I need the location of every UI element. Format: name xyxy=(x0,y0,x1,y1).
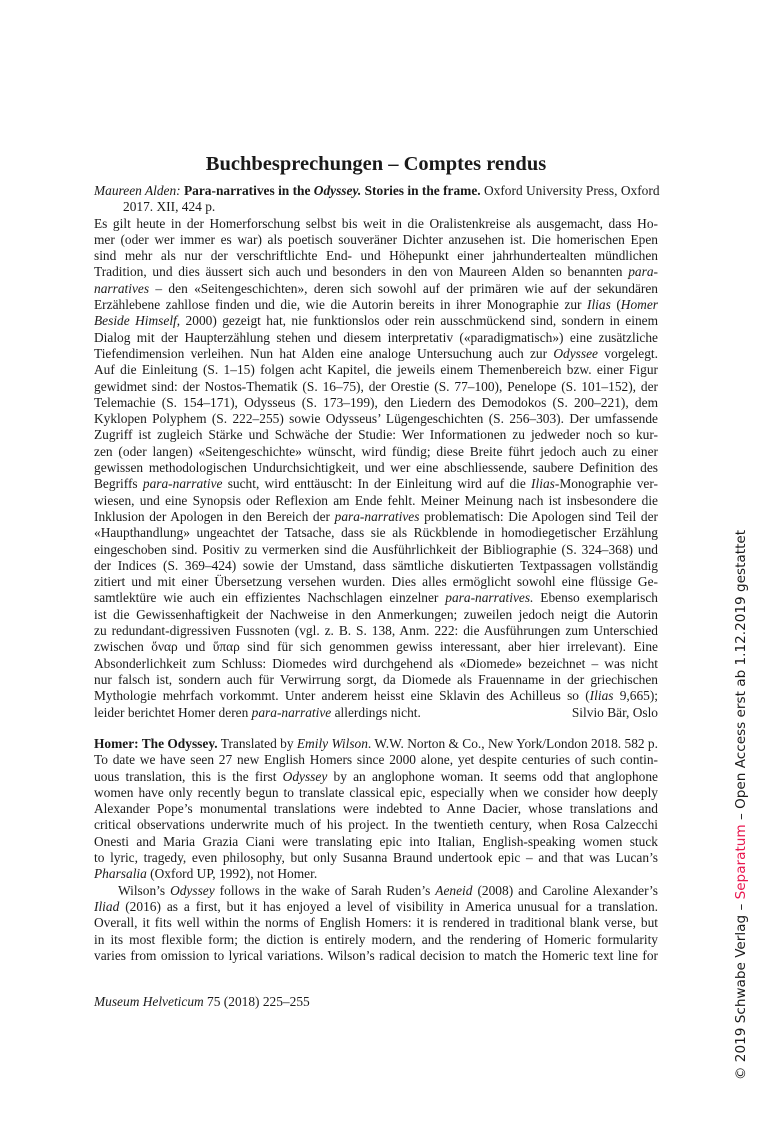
line-content xyxy=(94,948,658,963)
line-content xyxy=(94,476,658,491)
text-line xyxy=(94,817,658,833)
line-content xyxy=(94,525,658,540)
text-segment: critical observations underwrite much of his project. In the twentieth century, when Rosa Calzecchi xyxy=(94,817,658,833)
text-segment: vorgelegt. xyxy=(598,345,658,361)
text-line xyxy=(94,915,658,931)
text-segment: varies from omission to lyrical variations. Wilson’s radical decision to match the Homeric text line for xyxy=(94,947,658,963)
text-line xyxy=(94,899,658,915)
text-line xyxy=(94,379,658,395)
text-segment: women have only recently begun to translate classical epic, especially when we consider how deeply xyxy=(94,784,658,800)
text-segment: Alexander Pope’s monumental translations were indebted to Anne Dacier, whose translations and xyxy=(94,801,658,817)
italic-text: Maureen Alden: xyxy=(94,183,181,198)
line-content xyxy=(94,623,658,638)
text-segment: uous translation, this is the first xyxy=(94,768,283,784)
line-content xyxy=(94,183,660,198)
italic-text: Ilias xyxy=(531,476,555,492)
bold-text: Stories in the frame. xyxy=(361,183,481,198)
text-segment: Tradition, und dies äussert sich auch und besonders in den von Maureen Alden so benannten xyxy=(94,264,629,280)
text-segment: Mythologie mehrfach vorkommt. Unter anderem heisst eine Sklavin des Achilleus so ( xyxy=(94,688,590,704)
text-line xyxy=(94,281,658,297)
italic-text: Ilias xyxy=(589,688,614,704)
text-line xyxy=(94,850,658,866)
line-content xyxy=(94,834,658,849)
line-content xyxy=(94,281,658,296)
reviewer-signature: Silvio Bär, Oslo xyxy=(571,704,658,720)
text-segment: sucht, wird enttäuscht: In der Einleitung wird auf die xyxy=(222,476,532,492)
review-wilson-odyssey xyxy=(94,736,658,964)
line-content xyxy=(94,558,658,573)
text-segment: -Monographie ver- xyxy=(554,476,658,492)
italic-text: Beside Himself xyxy=(94,313,177,329)
text-line xyxy=(94,297,658,313)
text-segment: zen (oder langen) «Seitengeschichte» wünscht, wird fündig; diese Breite führt jedoch auch zu einer xyxy=(94,443,658,459)
italic-text: Emily Wilson xyxy=(296,736,368,751)
text-segment: in its most flexible form; the diction is entirely modern, and the rendering of Homeric formularity xyxy=(94,931,658,947)
italic-text: Iliad xyxy=(94,898,120,914)
journal-citation: 75 (2018) 225–255 xyxy=(203,994,310,1009)
text-line xyxy=(94,313,658,329)
line-content xyxy=(94,574,658,589)
line-content xyxy=(94,460,658,475)
text-line xyxy=(94,883,658,899)
review-alden xyxy=(94,183,658,721)
text-segment: nur falsch ist, sondern auch für Verwirrung sorgt, da Diomede als Frauenname in der griechischen xyxy=(94,671,658,687)
text-segment: Ebenso exemplarisch xyxy=(533,590,658,606)
line-content xyxy=(94,444,658,459)
text-line xyxy=(94,444,658,460)
text-segment: ist die Gewissenhaftigkeit der Nachweise in den Anmerkungen; zuweilen jedoch neigt die Autorin xyxy=(94,606,658,622)
line-content xyxy=(123,199,215,214)
text-segment: 2017. XII, 424 p. xyxy=(123,199,216,215)
text-line xyxy=(94,769,658,785)
line-content xyxy=(118,883,658,898)
line-content xyxy=(94,817,658,832)
text-segment: – den «Seitengeschichten», deren sich sowohl auf der primären wie auf der sekundären xyxy=(149,280,658,296)
text-segment: (2008) and Caroline Alexander’s xyxy=(472,882,658,898)
text-line xyxy=(94,264,658,280)
line-content xyxy=(94,769,658,784)
italic-text: para-narratives xyxy=(334,508,420,524)
journal-footer xyxy=(94,994,310,1010)
line-content xyxy=(94,688,658,703)
text-segment: leider berichtet Homer deren xyxy=(94,704,252,720)
bold-text: Homer: The Odyssey. xyxy=(94,736,218,751)
text-segment: Wilson’s xyxy=(118,882,171,898)
text-segment: sind mehr als nur der verschriftlichte End- und Höhepunkt einer jahrhundertealten mündlichen xyxy=(94,248,658,264)
text-segment: (2016) as a first, but it has enjoyed a level of visibility in America unusual for a translation. xyxy=(119,898,658,914)
text-segment: Es gilt heute in der Homerforschung selbst bis weit in die Oralistenkreise als ausgemacht, dass Ho- xyxy=(94,215,658,231)
section-title: Buchbesprechungen – Comptes rendus xyxy=(205,153,547,175)
text-line xyxy=(94,542,658,558)
copyright-notice xyxy=(733,530,749,1080)
text-line xyxy=(94,607,658,623)
text-segment: wiesen, und eine Synopsis oder Reflexion am Ende fehlt. Meiner Meinung nach ist insbesondere die xyxy=(94,492,658,508)
text-line xyxy=(94,623,658,639)
line-content xyxy=(94,346,658,361)
line-content xyxy=(94,362,658,377)
text-segment: gewissen methodologischen Undurchsichtigkeit, und wer eine abschliessende, saubere Definition des xyxy=(94,460,658,476)
text-segment: eingeschoben sind. Positiv zu vermerken sind die Ausführlichkeit der Bibliographie (S. 324–368) und xyxy=(94,541,658,557)
italic-text: Ilias xyxy=(587,297,611,313)
text-line xyxy=(94,476,658,492)
text-line xyxy=(94,574,658,590)
text-segment: zu redundant-digressiven Fussnoten (vgl. z. B. S. 138, Anm. 222: die Ausführungen zum Unterschied xyxy=(94,623,658,639)
text-segment: Zugriff ist zugleich Stärke und Schwäche der Studie: Wer Informationen zu jedweder noch so kur- xyxy=(94,427,658,443)
text-line xyxy=(94,346,658,362)
line-content xyxy=(94,607,658,622)
text-segment: Oxford University Press, Oxford xyxy=(480,183,660,198)
text-segment: , 2000) gezeigt hat, nie funktionslos oder rein ausschmückend sind, sondern in einem xyxy=(176,313,658,329)
line-content xyxy=(94,899,658,914)
text-segment: problematisch: Die Apologen sind Teil der xyxy=(419,508,658,524)
text-line xyxy=(94,558,658,574)
italic-text: para-narratives. xyxy=(445,590,534,606)
text-segment: To date we have seen 27 new English Homers since 2000 alone, yet despite centuries of such contin- xyxy=(94,752,658,768)
text-line xyxy=(94,183,658,199)
copyright-text-1: © 2019 Schwabe Verlag – xyxy=(733,899,749,1081)
line-content xyxy=(94,932,658,947)
text-segment: zwischen ὄναρ und ὕπαρ sind für sich genommen gewiss interessant, aber hier irrelevant). Eine xyxy=(94,639,658,655)
text-segment: (Oxford UP, 1992), not Homer. xyxy=(146,866,318,882)
italic-text: para- xyxy=(628,264,658,280)
text-line xyxy=(94,427,658,443)
journal-name: Museum Helveticum xyxy=(94,994,204,1009)
text-line xyxy=(94,395,658,411)
text-line xyxy=(94,590,658,606)
italic-text: para-narrative xyxy=(251,704,332,720)
italic-text: Pharsalia xyxy=(94,866,147,882)
text-segment: Begriffs xyxy=(94,476,143,492)
text-segment: to lyric, tragedy, even philosophy, but only Susanna Braund undertook epic – and that was Lucan’s xyxy=(94,850,658,866)
text-line xyxy=(94,834,658,850)
text-segment: «Haupthandlung» ungeachtet der Tatsache, dass sie als Rückblende in homodiegetischer Erzählung xyxy=(94,525,658,541)
line-content xyxy=(94,330,658,345)
line-content xyxy=(94,427,658,442)
text-segment: Onesti and Maria Grazia Ciani were translating epic into Italian, English-speaking women stuck xyxy=(94,833,658,849)
text-segment: Absonderlichkeit zum Schluss: Diomedes wird durchgehend als «Diomede» bezeichnet – was nicht xyxy=(94,655,658,671)
line-content xyxy=(94,509,658,524)
text-segment: Inklusion der Apologen in den Bereich der xyxy=(94,508,335,524)
line-content xyxy=(94,395,658,410)
line-content xyxy=(94,379,658,394)
text-segment: . W.W. Norton & Co., New York/London 2018. 582 p. xyxy=(367,736,658,751)
text-segment: follows in the wake of Sarah Ruden’s xyxy=(214,882,436,898)
italic-text: Aeneid xyxy=(435,882,473,898)
text-line xyxy=(94,932,658,948)
text-line xyxy=(94,866,658,882)
line-content xyxy=(94,850,658,865)
text-segment: Auf die Einleitung (S. 1–15) folgen acht Kapitel, die jeweils einem Themenbereich bzw. einer Figur xyxy=(94,362,658,378)
text-line xyxy=(94,656,658,672)
text-line xyxy=(94,736,658,752)
text-line xyxy=(94,639,658,655)
line-content xyxy=(94,248,658,263)
line-content xyxy=(94,411,658,426)
text-line xyxy=(94,801,658,817)
line-content xyxy=(94,752,658,767)
text-line xyxy=(94,330,658,346)
italic-text: Homer xyxy=(620,297,658,313)
copyright-text-2: – Open Access erst ab 1.12.2019 gestattet xyxy=(733,529,749,825)
text-segment: allerdings nicht. xyxy=(331,704,421,720)
line-content xyxy=(94,216,658,231)
line-content xyxy=(94,297,658,312)
line-content xyxy=(94,866,317,881)
text-segment: samtlektüre wie auch ein effizientes Nachschlagen einzelner xyxy=(94,590,446,606)
line-content xyxy=(94,313,658,328)
text-segment: zitiert und mit einer Übersetzung versehen wurden. Dies alles ermöglicht sowohl eine flüssige Ge- xyxy=(94,574,658,590)
bold-text: Odyssey. xyxy=(313,183,362,198)
text-segment: gewidmet sind: der Nostos-Thematik (S. 16–75), der Orestie (S. 77–100), Penelope (S. 101–152), der xyxy=(94,378,658,394)
line-content xyxy=(94,801,658,816)
text-line xyxy=(94,509,658,525)
line-content xyxy=(94,672,658,687)
text-line xyxy=(94,362,658,378)
text-line xyxy=(94,672,658,688)
text-segment: Kyklopen Polyphem (S. 222–255) sowie Odysseus’ Lügengeschichten (S. 256–303). Der umfassende xyxy=(94,411,658,427)
italic-text: Odyssee xyxy=(553,345,598,361)
line-content xyxy=(94,639,658,654)
text-line xyxy=(94,460,658,476)
text-segment: Tiefendimension verleihen. Nun hat Alden eine analoge Untersuchung auch zur xyxy=(94,345,554,361)
line-content xyxy=(94,232,658,247)
text-segment: mer (oder wer immer es war) als poetisch souveräner Dichter anzusehen ist. Die homerischen Epen xyxy=(94,231,658,247)
line-content xyxy=(94,542,658,557)
text-segment: Translated by xyxy=(217,736,297,751)
line-content xyxy=(94,264,658,279)
text-segment: Erzählebene zahllose finden und die, wie die Autorin bereits in ihrer Monographie zur xyxy=(94,297,587,313)
line-content xyxy=(94,590,658,605)
text-line xyxy=(94,752,658,768)
text-line xyxy=(94,688,658,704)
text-line xyxy=(94,493,658,509)
text-line xyxy=(94,525,658,541)
text-line xyxy=(94,785,658,801)
italic-text: Odyssey xyxy=(282,768,328,784)
line-content xyxy=(94,656,658,671)
italic-text: narratives xyxy=(94,280,150,296)
text-segment: by an anglophone woman. It seems odd that anglophone xyxy=(327,768,658,784)
text-line xyxy=(94,232,658,248)
text-segment: Telemachie (S. 154–171), Odysseus (S. 173–199), den Liedern des Demodokos (S. 200–221), dem xyxy=(94,394,658,410)
text-segment: 9,665); xyxy=(613,688,659,704)
line-content xyxy=(94,705,421,721)
separatum-label: Separatum xyxy=(733,824,749,900)
text-segment: Dialog mit der Haupterzählung stehen und diesem interpretativ («paradigmatisch») eine zusätzliche xyxy=(94,329,658,345)
text-line xyxy=(94,248,658,264)
line-content xyxy=(94,736,658,751)
text-segment: Overall, it fits well within the norms of English Homers: it is rendered in traditional blank verse, but xyxy=(94,915,658,931)
text-line xyxy=(94,199,658,215)
italic-text: para-narrative xyxy=(142,476,223,492)
text-line xyxy=(94,705,658,721)
line-content xyxy=(94,785,658,800)
text-line xyxy=(94,411,658,427)
line-content xyxy=(94,493,658,508)
bold-text: Para-narratives in the xyxy=(180,183,314,198)
text-segment: ( xyxy=(610,297,621,313)
text-line xyxy=(94,948,658,964)
text-line xyxy=(94,216,658,232)
text-segment: der Indices (S. 369–424) sowie der Umstand, dass sämtliche diskutierten Textpassagen vollständig xyxy=(94,557,658,573)
line-content xyxy=(94,915,658,930)
italic-text: Odyssey xyxy=(170,882,215,898)
